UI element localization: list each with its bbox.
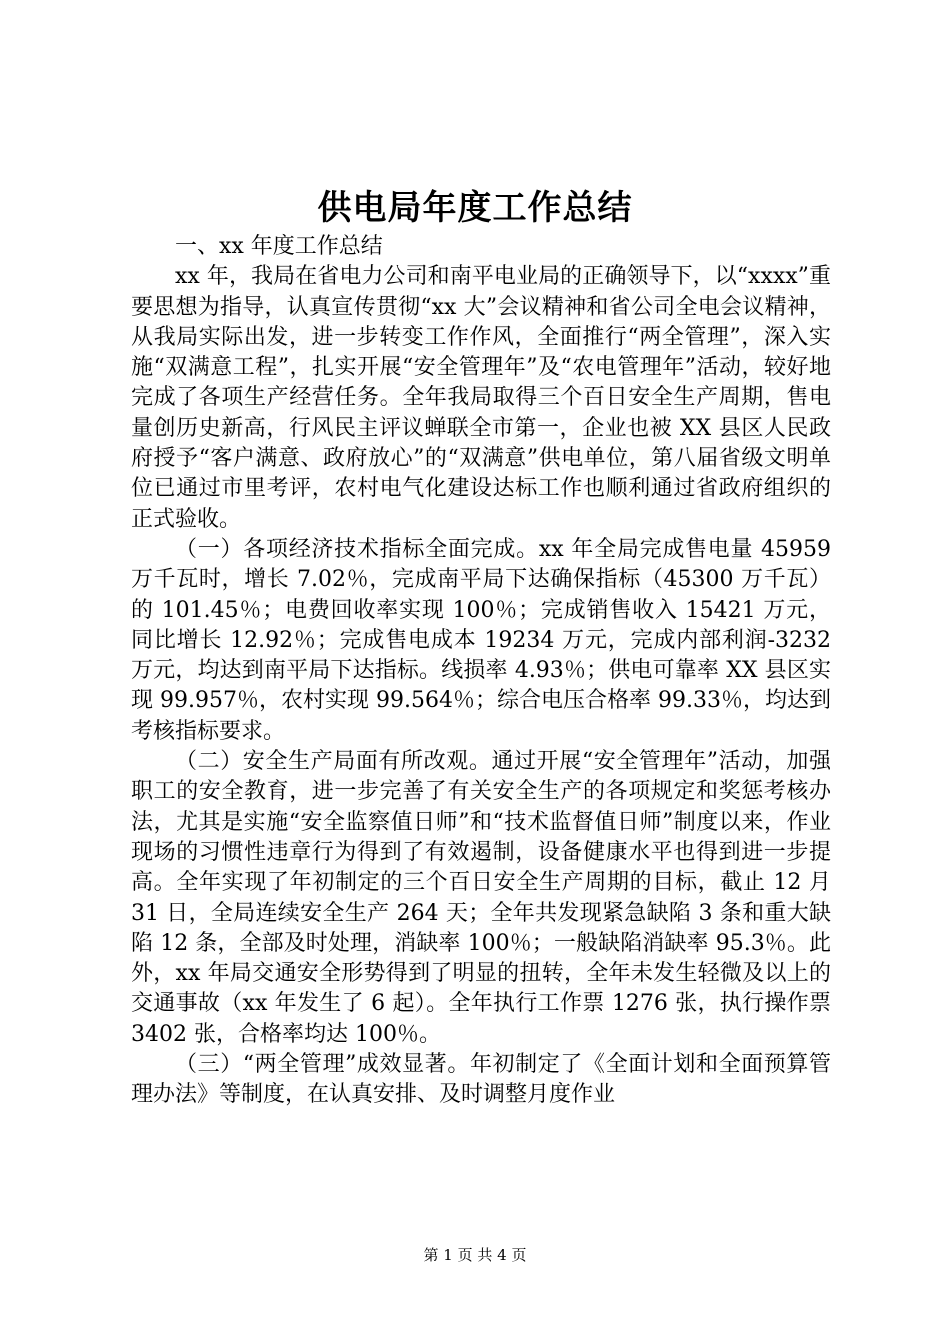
paragraph-intro: xx 年，我局在省电力公司和南平电业局的正确领导下，以“xxxx”重要思想为指导，认真宣传贯彻“xx 大”会议精神和省公司全电会议精神，从我局实际出发，进一步转变工作作风，全面推行“两全管理”，深入实施“双满意工程”，扎实开展“安全管理年”及“农电管理年”活动，较好地完成了各项生产经营任务。全年我局取得三个百日安全生产周期，售电量创历史新高，行风民主评议蝉联全市第一，企业也被 XX 县区人民政府授予“客户满意、政府放心”的“双满意”供电单位，第八届省级文明单位已通过市里考评，农村电气化建设达标工作也顺利通过省政府组织的正式验收。 xyxy=(131,264,831,532)
page-footer: 第 1 页 共 4 页 xyxy=(423,1246,527,1264)
document-title: 供电局年度工作总结 xyxy=(317,188,633,228)
document-body xyxy=(131,232,831,1111)
section-heading: 一、xx 年度工作总结 xyxy=(175,234,383,259)
paragraph-safety-production: （二）安全生产局面有所改观。通过开展“安全管理年”活动，加强职工的安全教育，进一步完善了有关安全生产的各项规定和奖惩考核办法，尤其是实施“安全监察值日师”和“技术监督值日师”制度以来，作业现场的习惯性违章行为得到了有效遏制，设备健康水平也得到进一步提高。全年实现了年初制定的三个百日安全生产周期的目标，截止 12 月 31 日，全局连续安全生产 264 天；全年共发现紧急缺陷 3 条和重大缺陷 12 条，全部及时处理，消缺率 100％；一般缺陷消缺率 95.3％。此外，xx 年局交通安全形势得到了明显的扭转，全年未发生轻微及以上的交通事故（xx 年发生了 6 起）。全年执行工作票 1276 张，执行操作票 3402 张，合格率均达 100％。 xyxy=(131,749,831,1047)
paragraph-economic-indicators: （一）各项经济技术指标全面完成。xx 年全局完成售电量 45959 万千瓦时，增长 7.02％，完成南平局下达确保指标（45300 万千瓦）的 101.45％；电费回收率实现 100％；完成销售收入 15421 万元，同比增长 12.92％；完成售电成本 19234 万元，完成内部利润-3232 万元，均达到南平局下达指标。线损率 4.93％；供电可靠率 XX 县区实现 99.957％，农村实现 99.564％；综合电压合格率 99.33％，均达到考核指标要求。 xyxy=(131,536,831,744)
paragraph-two-full-management: （三）“两全管理”成效显著。年初制定了《全面计划和全面预算管理办法》等制度，在认真安排、及时调整月度作业 xyxy=(131,1052,831,1108)
